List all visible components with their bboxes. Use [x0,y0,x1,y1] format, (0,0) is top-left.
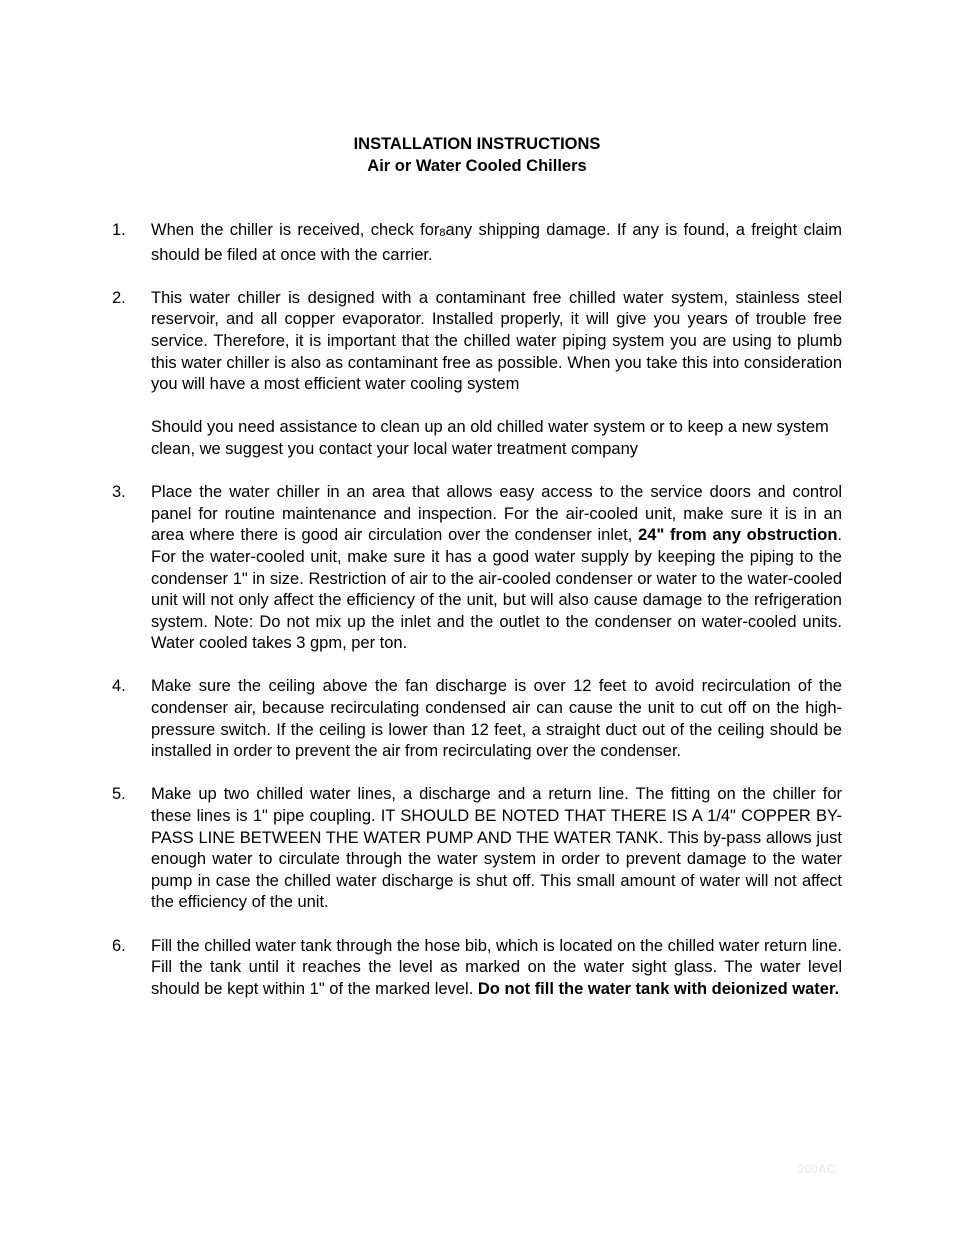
document-subtitle: Air or Water Cooled Chillers [367,156,587,175]
item-body [151,288,842,461]
item-paragraph: Make up two chilled water lines, a discharge and a return line. The fitting on the chiller for these lines is 1" pipe coupling. IT SHOULD BE NOTED THAT THERE IS A 1/4" COPPER BY-PASS LINE BETWEEN THE WATER PUMP AND THE WATER TANK. This by-pass allows just enough water to circulate through the water system in order to prevent damage to the water pump in case the chilled water discharge is shut off. This small amount of water will not affect the efficiency of the unit. [151,785,842,912]
item-text: Place the water chiller in an area that allows easy access to the service doors and control panel for routine maintenance and inspection. For the air-cooled unit, make sure it is in an area where there is good air circulation over the condenser inlet, [151,483,842,545]
item-body [151,220,842,266]
item-paragraph [151,482,842,655]
item-number: 2. [112,288,126,307]
stray-mark: 8 [439,227,446,239]
footer-code: 200AC [798,1162,836,1176]
item-body [151,676,842,762]
item-paragraph: This water chiller is designed with a contaminant free chilled water system, stainless steel reservoir, and all copper evaporator. Installed properly, it will give you years of trouble free service. Therefore, it is important that the chilled water piping system you are using to plumb this water chiller is also as contaminant free as possible. When you take this into consideration you will have a most efficient water cooling system [151,288,842,394]
instruction-item-6 [112,936,842,1001]
title-block [0,134,954,177]
item-paragraph: Make sure the ceiling above the fan discharge is over 12 feet to avoid recirculation of the condenser air, because recirculating condensed air can cause the unit to cut off on the high-pressure switch. If the ceiling is lower than 12 feet, a straight duct out of the ceiling should be installed in order to prevent the air from recirculating over the condenser. [151,677,842,761]
instruction-list [112,220,842,1022]
item-paragraph [151,936,842,1001]
instruction-item-3 [112,482,842,655]
item-text: . For the water-cooled unit, make sure it has a good water supply by keeping the piping to the condenser 1" in size. Restriction of air to the air-cooled condenser or water to the water-cooled unit will not only affect the efficiency of the unit, but will also cause damage to the refrigeration system. Note: Do not mix up the inlet and the outlet to the condenser on water-cooled units. Water cooled takes 3 gpm, per ton. [151,526,842,653]
item-number: 3. [112,483,126,502]
item-text: any shipping damage. If any is found, a freight claim should be filed at once with the carrier. [151,221,842,264]
item-paragraph: Should you need assistance to clean up an old chilled water system or to keep a new system clean, we suggest you contact your local water treatment company [151,418,829,458]
item-body [151,784,842,914]
item-number: 1. [112,221,126,239]
item-emphasis: Do not fill the water tank with deionized water. [477,979,840,998]
document-title: INSTALLATION INSTRUCTIONS [353,135,601,153]
instruction-item-5 [112,784,842,914]
item-number: 6. [112,936,126,955]
item-body [151,482,842,655]
item-body [151,936,842,1001]
item-number: 5. [112,785,126,804]
item-number: 4. [112,677,126,696]
item-paragraph [151,220,842,266]
item-emphasis: 24" from any obstruction [638,526,838,545]
instruction-item-1 [112,220,842,266]
instruction-item-4 [112,676,842,762]
instruction-item-2 [112,288,842,461]
item-text: When the chiller is received, check for [151,221,440,239]
item-text: Fill the chilled water tank through the hose bib, which is located on the chilled water return line. Fill the tank until it reaches the level as marked on the water sight glass. The water level should be kept within 1" of the marked level. [151,936,842,998]
